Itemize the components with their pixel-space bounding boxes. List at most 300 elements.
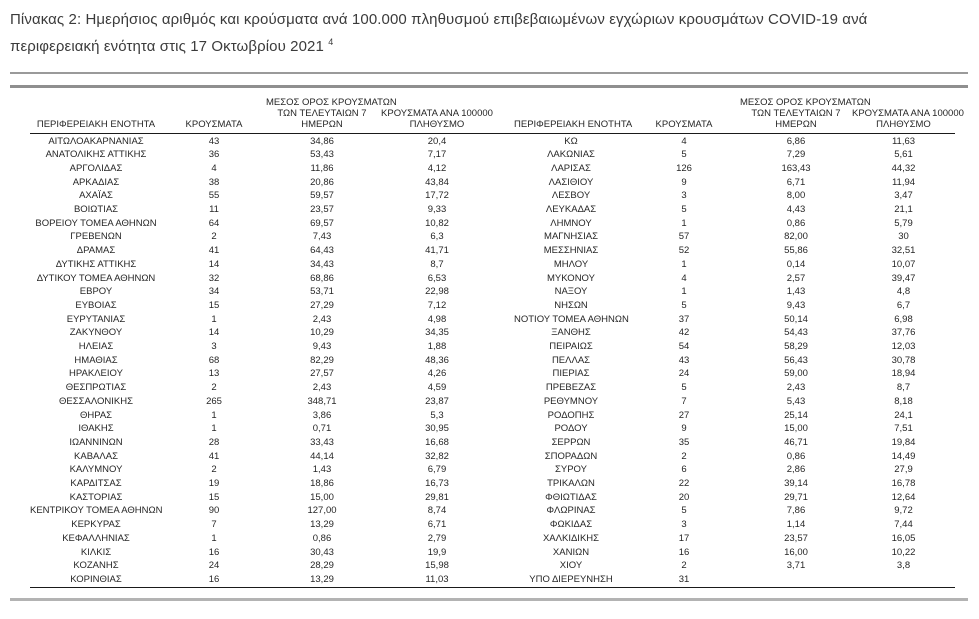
data-cell: 1 <box>211 313 217 325</box>
data-cell: 2 <box>681 560 687 572</box>
data-cell: ΧΙΟΥ <box>559 560 583 572</box>
data-cell: 15,98 <box>425 560 449 572</box>
data-cell: ΛΕΣΒΟΥ <box>551 190 591 202</box>
table-row <box>30 340 955 354</box>
data-cell: 19 <box>208 478 220 490</box>
data-cell: 28 <box>208 436 220 448</box>
data-cell: 41 <box>208 245 220 257</box>
gap-cell <box>496 436 514 450</box>
data-cell: 1,14 <box>786 519 806 531</box>
data-cell: 127,00 <box>307 505 337 517</box>
data-cell: ΚΑΡΔΙΤΣΑΣ <box>70 478 122 490</box>
data-cell: 38 <box>208 176 220 188</box>
header-gap <box>496 97 514 134</box>
table-row <box>30 436 955 450</box>
data-cell: ΥΠΟ ΔΙΕΡΕΥΝΗΣΗ <box>529 574 613 585</box>
data-cell: ΠΕΛΛΑΣ <box>551 354 591 366</box>
data-cell: 4,12 <box>427 162 447 174</box>
data-cell: ΡΕΘΥΜΝΟΥ <box>543 395 599 407</box>
table-row <box>30 230 955 244</box>
data-cell: 15,00 <box>310 491 334 503</box>
data-cell: 3,8 <box>896 560 911 572</box>
data-cell: 42 <box>678 327 690 339</box>
data-cell: 7 <box>681 395 687 407</box>
data-cell: 126 <box>676 162 692 174</box>
data-cell: ΓΡΕΒΕΝΩΝ <box>70 231 122 243</box>
data-cell: ΦΘΙΩΤΙΔΑΣ <box>545 491 597 503</box>
table-row <box>30 326 955 340</box>
data-cell: 56,43 <box>784 354 808 366</box>
data-cell: ΡΟΔΟΥ <box>554 423 588 435</box>
header-row <box>30 97 955 134</box>
data-cell: 2,43 <box>312 313 332 325</box>
gap-cell <box>496 491 514 505</box>
data-cell: 28,29 <box>310 560 334 572</box>
data-cell: 6,71 <box>427 519 447 531</box>
table-row <box>30 133 955 148</box>
data-cell: 1 <box>211 409 217 421</box>
gap-cell <box>496 573 514 587</box>
data-cell: ΦΛΩΡΙΝΑΣ <box>546 505 596 517</box>
gap-cell <box>496 381 514 395</box>
table-row <box>30 463 955 477</box>
data-cell: 34,35 <box>425 327 449 339</box>
data-cell: 55 <box>208 190 220 202</box>
data-cell: 13 <box>208 368 220 380</box>
table-row <box>30 395 955 409</box>
data-cell: 23,57 <box>310 204 334 216</box>
data-cell: 16 <box>208 574 220 585</box>
data-cell: 29,71 <box>784 491 808 503</box>
data-cell: ΑΝΑΤΟΛΙΚΗΣ ΑΤΤΙΚΗΣ <box>45 149 147 161</box>
gap-cell <box>496 272 514 286</box>
data-cell: ΗΡΑΚΛΕΙΟΥ <box>69 368 123 380</box>
data-cell: 6,86 <box>786 135 806 147</box>
data-cell: 4 <box>681 135 687 147</box>
data-cell: 0,14 <box>786 258 806 270</box>
data-cell: 37,76 <box>891 327 916 339</box>
data-cell: 34 <box>208 286 220 298</box>
data-cell: 16,68 <box>425 436 449 448</box>
data-cell: ΠΙΕΡΙΑΣ <box>552 368 590 380</box>
data-cell: 2,86 <box>786 464 806 476</box>
data-cell: 68 <box>208 354 220 366</box>
data-cell: 48,36 <box>425 354 449 366</box>
divider-rule-bottom <box>10 598 968 601</box>
data-cell: 22,98 <box>425 286 449 298</box>
data-cell: ΕΥΡΥΤΑΝΙΑΣ <box>66 313 126 325</box>
data-cell: 90 <box>208 505 220 517</box>
header-avg7-line1: ΜΕΣΟΣ ΟΡΟΣ ΚΡΟΥΣΜΑΤΩΝ <box>266 96 397 108</box>
table-row <box>30 189 955 203</box>
data-cell: 82,29 <box>310 354 334 366</box>
data-cell: 11 <box>209 204 219 216</box>
gap-cell <box>496 230 514 244</box>
data-cell: ΚΑΣΤΟΡΙΑΣ <box>69 491 123 503</box>
data-cell: ΝΟΤΙΟΥ ΤΟΜΕΑ ΑΘΗΝΩΝ <box>514 313 629 325</box>
data-cell: 16,78 <box>891 478 916 490</box>
data-cell: 6 <box>681 464 687 476</box>
data-cell: 30,95 <box>425 423 449 435</box>
data-cell: 5 <box>681 299 687 311</box>
data-cell: ΒΟΡΕΙΟΥ ΤΟΜΕΑ ΑΘΗΝΩΝ <box>35 217 157 229</box>
data-cell: 5 <box>681 382 687 394</box>
data-cell: 52 <box>678 245 690 257</box>
data-cell: 7,29 <box>786 149 806 161</box>
data-cell: 20,4 <box>427 135 447 147</box>
data-cell: 18,94 <box>891 368 916 380</box>
data-cell: 82,00 <box>784 231 808 243</box>
data-cell: ΔΥΤΙΚΟΥ ΤΟΜΕΑ ΑΘΗΝΩΝ <box>36 272 156 284</box>
data-cell: 41 <box>208 450 220 462</box>
data-cell: 3,47 <box>894 190 913 202</box>
header-per100k-line1: ΚΡΟΥΣΜΑΤΑ ΑΝΑ 100000 <box>852 107 964 119</box>
data-cell: 9,43 <box>312 341 332 353</box>
data-cell: 7,17 <box>427 149 447 161</box>
data-cell: ΙΩΑΝΝΙΝΩΝ <box>69 436 123 448</box>
data-cell: 12,03 <box>891 341 916 353</box>
header-avg7-line3: ΗΜΕΡΩΝ <box>775 118 817 130</box>
table-row <box>30 381 955 395</box>
data-cell: 14 <box>208 327 220 339</box>
data-cell: ΠΕΙΡΑΙΩΣ <box>549 341 593 353</box>
table-row <box>30 546 955 560</box>
data-cell: 43 <box>208 135 220 147</box>
data-cell: ΝΗΣΩΝ <box>554 299 588 311</box>
table-row <box>30 409 955 423</box>
table-row <box>30 354 955 368</box>
data-cell: ΗΛΕΙΑΣ <box>78 341 114 353</box>
data-cell: 14,49 <box>891 450 916 462</box>
data-cell: 59,57 <box>310 190 334 202</box>
data-cell: 13,29 <box>310 574 334 585</box>
data-cell: 15,00 <box>784 423 808 435</box>
table-row <box>30 272 955 286</box>
data-cell <box>740 573 852 587</box>
header-avg7-left <box>266 96 397 134</box>
data-cell: 35 <box>678 436 690 448</box>
data-cell: 27 <box>678 409 690 421</box>
data-cell: ΠΡΕΒΕΖΑΣ <box>545 382 597 394</box>
data-cell: 2,57 <box>786 272 806 284</box>
table-row <box>30 244 955 258</box>
data-cell: ΛΗΜΝΟΥ <box>550 217 592 229</box>
table-row <box>30 518 955 532</box>
data-cell: 4,43 <box>786 204 806 216</box>
data-cell: ΕΥΒΟΙΑΣ <box>75 299 117 311</box>
data-cell: 1 <box>681 286 687 298</box>
data-cell: 43,84 <box>425 176 449 188</box>
data-cell: 13,29 <box>310 519 334 531</box>
data-cell: 3,71 <box>786 560 806 572</box>
data-cell: 21,1 <box>894 204 913 216</box>
data-cell: 5,43 <box>786 395 806 407</box>
data-cell: 27,9 <box>894 464 913 476</box>
data-cell: 15 <box>208 491 220 503</box>
data-cell: 16 <box>208 546 220 558</box>
data-cell: 6,79 <box>427 464 447 476</box>
data-cell: 64 <box>208 217 220 229</box>
table-title-text: Πίνακας 2: Ημερήσιος αριθμός και κρούσματα ανά 100.000 πληθυσμού επιβεβαιωμένων εγχώριων κρουσμάτων COVID-19 ανά περιφερειακή ενότητα στις 17 Οκτωβρίου 2021 <box>10 11 868 55</box>
data-cell: 20,86 <box>310 176 334 188</box>
data-cell: 1,88 <box>427 341 447 353</box>
table-row <box>30 532 955 546</box>
data-cell: 5 <box>681 149 687 161</box>
header-region-right: ΠΕΡΙΦΕΡΕΙΑΚΗ ΕΝΟΤΗΤΑ <box>514 97 628 134</box>
data-cell: 2 <box>681 450 687 462</box>
data-cell: 16,73 <box>425 478 449 490</box>
data-cell: 54 <box>678 341 690 353</box>
gap-cell <box>496 463 514 477</box>
data-cell: ΧΑΝΙΩΝ <box>552 546 590 558</box>
data-cell: 29,81 <box>425 491 449 503</box>
data-cell: 6,53 <box>427 272 447 284</box>
covid-regional-table <box>30 96 964 588</box>
gap-cell <box>496 244 514 258</box>
data-cell: 10,29 <box>310 327 334 339</box>
data-cell: 64,43 <box>310 245 334 257</box>
data-cell: 16,00 <box>784 546 808 558</box>
data-cell: 39,47 <box>891 272 916 284</box>
data-cell: 41,71 <box>425 245 449 257</box>
data-cell: 8,18 <box>894 395 913 407</box>
data-cell: ΑΙΤΩΛΟΑΚΑΡΝΑΝΙΑΣ <box>48 135 144 147</box>
data-cell: 46,71 <box>784 436 808 448</box>
data-cell: 32,51 <box>891 245 916 257</box>
data-cell: 2,43 <box>786 382 806 394</box>
table-row <box>30 313 955 327</box>
data-cell: ΕΒΡΟΥ <box>79 286 113 298</box>
data-cell: 11,86 <box>310 162 334 174</box>
header-cases-right: ΚΡΟΥΣΜΑΤΑ <box>628 97 740 134</box>
data-cell: 69,57 <box>310 217 334 229</box>
data-cell: 6,71 <box>786 176 806 188</box>
gap-cell <box>496 532 514 546</box>
data-cell: 34,43 <box>310 258 334 270</box>
data-cell: ΑΡΓΟΛΙΔΑΣ <box>69 162 123 174</box>
gap-cell <box>496 162 514 176</box>
table-row <box>30 176 955 190</box>
data-cell: ΦΩΚΙΔΑΣ <box>549 519 593 531</box>
gap-cell <box>496 354 514 368</box>
data-cell: 2 <box>211 382 217 394</box>
gap-cell <box>496 285 514 299</box>
data-cell: 15 <box>208 299 220 311</box>
data-cell: ΔΥΤΙΚΗΣ ΑΤΤΙΚΗΣ <box>55 258 137 270</box>
data-cell: 31 <box>678 574 690 585</box>
data-cell: 57 <box>678 231 690 243</box>
data-cell: 44,14 <box>310 450 334 462</box>
data-cell: 18,86 <box>310 478 334 490</box>
data-cell: 3 <box>681 190 687 202</box>
data-cell: 6,7 <box>896 299 911 311</box>
data-cell: ΡΟΔΟΠΗΣ <box>547 409 595 421</box>
data-cell: ΛΑΡΙΣΑΣ <box>551 162 591 174</box>
gap-cell <box>496 176 514 190</box>
data-cell: 4,98 <box>427 313 447 325</box>
data-cell: ΖΑΚΥΝΘΟΥ <box>69 327 123 339</box>
divider-rule-top <box>10 72 968 74</box>
data-cell: 163,43 <box>781 162 811 174</box>
data-cell: 53,43 <box>310 149 334 161</box>
data-cell: ΘΕΣΠΡΩΤΙΑΣ <box>65 382 127 394</box>
data-cell: 9,33 <box>427 204 447 216</box>
data-cell: 24 <box>208 560 220 572</box>
table-row <box>30 367 955 381</box>
data-cell: 8,74 <box>427 505 447 517</box>
data-cell: ΞΑΝΘΗΣ <box>551 327 591 339</box>
gap-cell <box>496 477 514 491</box>
data-cell: 1,43 <box>786 286 806 298</box>
gap-cell <box>496 559 514 573</box>
data-cell: ΣΥΡΟΥ <box>555 464 587 476</box>
data-cell: 4 <box>211 162 217 174</box>
gap-cell <box>496 299 514 313</box>
header-avg7-line3: ΗΜΕΡΩΝ <box>301 118 343 130</box>
gap-cell <box>496 340 514 354</box>
data-cell: ΤΡΙΚΑΛΩΝ <box>547 478 595 490</box>
data-cell <box>852 573 955 587</box>
header-cases-left: ΚΡΟΥΣΜΑΤΑ <box>162 97 266 134</box>
data-cell: 0,86 <box>786 450 806 462</box>
data-cell: 39,14 <box>784 478 808 490</box>
table-row <box>30 422 955 436</box>
data-cell: 5,61 <box>894 149 913 161</box>
table-row <box>30 285 955 299</box>
data-cell: ΗΜΑΘΙΑΣ <box>74 354 118 366</box>
data-cell: 2 <box>211 231 217 243</box>
data-cell: ΙΘΑΚΗΣ <box>78 423 114 435</box>
gap-cell <box>496 546 514 560</box>
data-cell: ΚΑΒΑΛΑΣ <box>74 450 118 462</box>
header-region-left: ΠΕΡΙΦΕΡΕΙΑΚΗ ΕΝΟΤΗΤΑ <box>30 97 162 134</box>
data-cell: 9 <box>681 176 687 188</box>
table-row <box>30 162 955 176</box>
data-cell: ΚΟΖΑΝΗΣ <box>73 560 119 572</box>
data-cell: 55,86 <box>784 245 808 257</box>
data-cell: ΘΕΣΣΑΛΟΝΙΚΗΣ <box>59 395 133 407</box>
data-cell: ΚΩ <box>564 135 578 147</box>
data-cell: ΚΕΡΚΥΡΑΣ <box>71 519 121 531</box>
data-cell: 68,86 <box>310 272 334 284</box>
data-cell: 0,86 <box>312 532 332 544</box>
data-cell: ΛΑΣΙΘΙΟΥ <box>548 176 594 188</box>
data-cell: 8,7 <box>896 382 911 394</box>
data-cell: 22 <box>678 478 690 490</box>
data-cell: 0,86 <box>786 217 806 229</box>
table-row <box>30 203 955 217</box>
data-cell: 34,86 <box>310 135 334 147</box>
gap-cell <box>496 409 514 423</box>
table-row <box>30 491 955 505</box>
table-row <box>30 559 955 573</box>
data-cell: ΚΕΦΑΛΛΗΝΙΑΣ <box>62 532 130 544</box>
data-cell: ΚΙΛΚΙΣ <box>80 546 112 558</box>
data-cell: 6,3 <box>430 231 444 243</box>
data-cell: 44,32 <box>891 162 916 174</box>
table-body <box>30 133 955 587</box>
table-row <box>30 477 955 491</box>
data-cell: 265 <box>206 395 222 407</box>
data-cell: ΜΥΚΟΝΟΥ <box>547 272 595 284</box>
data-cell: 9,43 <box>786 299 806 311</box>
gap-cell <box>496 203 514 217</box>
data-cell: ΝΑΞΟΥ <box>554 286 588 298</box>
data-cell: 1,43 <box>312 464 332 476</box>
header-avg7-line2: ΤΩΝ ΤΕΛΕΥΤΑΙΩΝ 7 <box>751 107 841 119</box>
gap-cell <box>496 422 514 436</box>
data-cell: 53,71 <box>310 286 334 298</box>
data-cell: 7,86 <box>786 505 806 517</box>
data-cell: 0,71 <box>312 423 332 435</box>
table-title <box>10 8 960 58</box>
table-row <box>30 450 955 464</box>
table-row <box>30 299 955 313</box>
header-per100k-line2: ΠΛΗΘΥΣΜΟ <box>409 118 465 130</box>
data-cell: 10,22 <box>891 546 916 558</box>
gap-cell <box>496 518 514 532</box>
gap-cell <box>496 504 514 518</box>
data-cell: 2 <box>211 464 217 476</box>
data-cell: 59,00 <box>784 368 808 380</box>
data-cell: ΧΑΛΚΙΔΙΚΗΣ <box>542 532 600 544</box>
gap-cell <box>496 450 514 464</box>
data-cell: 30,78 <box>891 354 916 366</box>
gap-cell <box>496 189 514 203</box>
data-cell: ΣΠΟΡΑΔΩΝ <box>544 450 598 462</box>
gap-cell <box>496 148 514 162</box>
gap-cell <box>496 367 514 381</box>
data-cell: 30,43 <box>310 546 334 558</box>
gap-cell <box>496 326 514 340</box>
data-cell: 5,3 <box>430 409 444 421</box>
data-cell: 33,43 <box>310 436 334 448</box>
data-cell: 58,29 <box>784 341 808 353</box>
data-cell: 7,43 <box>312 231 332 243</box>
data-cell: 7,12 <box>427 299 447 311</box>
data-cell: ΒΟΙΩΤΙΑΣ <box>73 204 119 216</box>
header-per100k-line1: ΚΡΟΥΣΜΑΤΑ ΑΝΑ 100000 <box>381 107 493 119</box>
data-cell: 1 <box>211 423 217 435</box>
data-cell: ΑΧΑΪΑΣ <box>79 190 113 202</box>
gap-cell <box>496 217 514 231</box>
data-cell: 4,8 <box>896 286 911 298</box>
data-cell: 5 <box>681 204 687 216</box>
data-cell: ΜΕΣΣΗΝΙΑΣ <box>543 245 599 257</box>
gap-cell <box>496 313 514 327</box>
data-cell: ΛΑΚΩΝΙΑΣ <box>547 149 595 161</box>
data-cell: 2,79 <box>427 532 447 544</box>
data-cell: 14 <box>208 258 220 270</box>
data-cell: 20 <box>678 491 690 503</box>
header-avg7-line2: ΤΩΝ ΤΕΛΕΥΤΑΙΩΝ 7 <box>277 107 367 119</box>
data-cell: 36 <box>208 149 220 161</box>
data-cell: 4 <box>681 272 687 284</box>
header-per100k-line2: ΠΛΗΘΥΣΜΟ <box>876 118 931 130</box>
data-cell: 24 <box>678 368 690 380</box>
data-cell: 19,84 <box>891 436 916 448</box>
data-cell: 17,72 <box>425 190 449 202</box>
data-cell: 4,59 <box>427 382 447 394</box>
data-cell: 11,03 <box>425 574 449 585</box>
data-cell: 27,29 <box>310 299 334 311</box>
header-avg7-line1: ΜΕΣΟΣ ΟΡΟΣ ΚΡΟΥΣΜΑΤΩΝ <box>740 96 871 108</box>
data-cell: 30 <box>898 231 909 243</box>
data-cell: ΔΡΑΜΑΣ <box>76 245 116 257</box>
data-cell: 10,82 <box>425 217 449 229</box>
data-cell: 9,72 <box>894 505 913 517</box>
table-row <box>30 217 955 231</box>
